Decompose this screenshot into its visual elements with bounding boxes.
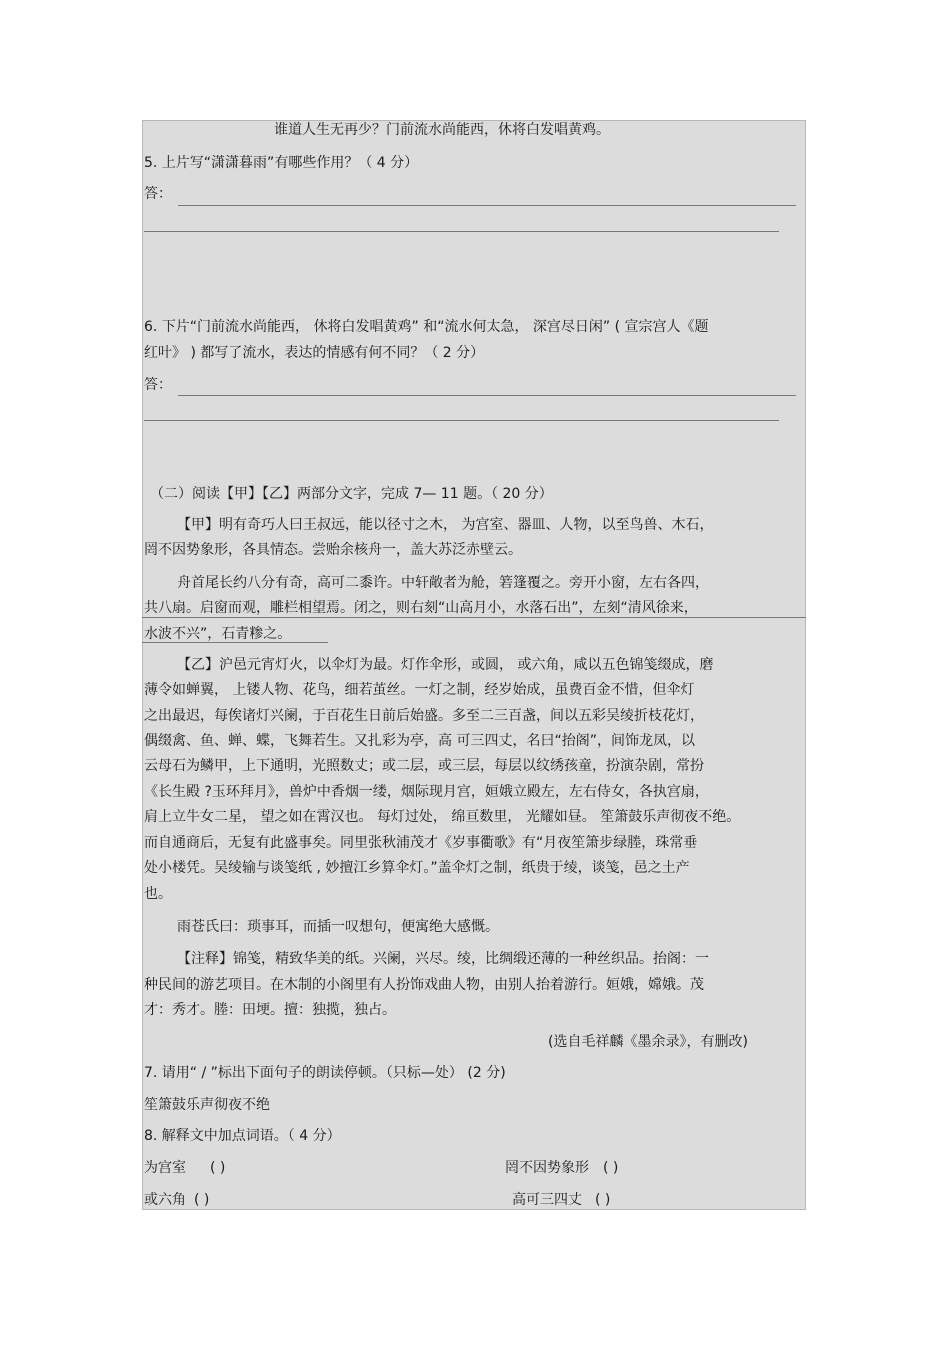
answer-line[interactable] <box>144 231 779 232</box>
underline <box>142 642 328 643</box>
jia-p2-line: 共八扇。启窗而观，雕栏相望焉。闭之，则右刻“山高月小，水落石出”，左刻“清风徐来， <box>144 600 698 616</box>
yi-line: 也。 <box>144 886 172 902</box>
yi-line: 云母石为鳞甲，上下通明，光照数丈；或二层，或三层，每层以纹绣孩童，扮演杂剧，常扮 <box>144 758 704 774</box>
yi-line: 偶缀禽、鱼、蝉、蝶，飞舞若生。又扎彩为亭，高 可三四丈，名曰“抬阁”，间饰龙凤，以 <box>144 733 695 749</box>
jia-p2-line: 舟首尾长约八分有奇，高可二黍许。中轩敞者为舱，箬篷覆之。旁开小窗，左右各四， <box>177 575 709 591</box>
question-5: 5. 上片写“潇潇暮雨”有哪些作用？（ 4 分） <box>144 155 419 171</box>
yi-line: 处小楼凭。吴绫输与谈笺纸 , 妙擅江乡算伞灯。”盖伞灯之制，纸贵于绫，谈笺，邑之土产 <box>144 860 690 876</box>
jia-p1-line: 【甲】明有奇巧人曰王叔远，能以径寸之木， 为宫室、器皿、人物，以至鸟兽、木石， <box>177 517 714 533</box>
section-heading: （二）阅读【甲】【乙】两部分文字，完成 7— 11 题。（ 20 分） <box>150 486 553 502</box>
notes-line: 【注释】锦笺，精致华美的纸。兴阑，兴尽。绫，比绸缎还薄的一种丝织品。抬阁：一 <box>177 951 709 967</box>
poem-last-line: 谁道人生无再少？门前流水尚能西，休将白发唱黄鸡。 <box>274 122 610 138</box>
q8-blank[interactable]: ( ) <box>603 1160 619 1176</box>
yi-line: 而自通商后，无复有此盛事矣。同里张秋浦茂才《岁事衢歌》有“月夜笙箫步绿塍，珠常垂 <box>144 835 698 851</box>
jia-p1-line: 罔不因势象形，各具情态。尝贻余核舟一，盖大苏泛赤壁云。 <box>144 542 522 558</box>
question-7-sentence: 笙箫鼓乐声彻夜不绝 <box>144 1097 270 1113</box>
yi-line: 肩上立牛女二星， 望之如在霄汉也。 每灯过处， 绵亘数里， 光耀如昼。 笙箫鼓乐声彻夜不绝。 <box>144 809 741 825</box>
answer-line[interactable] <box>178 395 796 396</box>
notes-line: 种民间的游艺项目。在木制的小阁里有人扮饰戏曲人物，由别人抬着游行。姮娥，嫦娥。茂 <box>144 977 704 993</box>
q8-blank[interactable]: ( ) <box>194 1192 210 1208</box>
answer-line[interactable] <box>144 420 779 421</box>
answer-line[interactable] <box>178 205 796 206</box>
question-6-line2: 红叶》 ) 都写了流水，表达的情感有何不同？（ 2 分） <box>144 345 485 361</box>
jia-p2-line: 水波不兴”，石青糁之。 <box>144 626 292 642</box>
source-citation: (选自毛祥麟《墨余录》，有删改) <box>548 1034 748 1050</box>
notes-line: 才：秀才。塍：田埂。擅：独揽，独占。 <box>144 1002 396 1018</box>
q8-term: 为宫室 <box>144 1160 186 1176</box>
q8-term: 高可三四丈 <box>512 1192 582 1208</box>
commentary: 雨苍氏曰：琐事耳，而插一叹想句，便寓绝大感慨。 <box>177 919 499 935</box>
q8-blank[interactable]: ( ) <box>210 1160 226 1176</box>
q8-blank[interactable]: ( ) <box>595 1192 611 1208</box>
divider-line <box>142 617 806 618</box>
yi-line: 《长生殿 ?玉环拜月》，兽炉中香烟一缕，烟际现月宫，姮娥立殿左，左右侍女，各执宫扇， <box>144 784 709 800</box>
question-8: 8. 解释文中加点词语。（ 4 分） <box>144 1128 341 1144</box>
yi-line: 薄令如蝉翼， 上镂人物、花鸟，细若茧丝。一灯之制，经岁始成，虽费百金不惜，但伞灯 <box>144 682 695 698</box>
question-6-line1: 6. 下片“门前流水尚能西， 休将白发唱黄鸡” 和“流水何太急， 深宫尽日闲” ( 宣宗宫人《题 <box>144 319 709 335</box>
q8-term: 或六角 <box>144 1192 186 1208</box>
yi-line: 之出最迟，每俟诸灯兴阑，于百花生日前后始盛。多至二三百盏，间以五彩吴绫折枝花灯， <box>144 708 704 724</box>
question-7: 7. 请用“ / ”标出下面句子的朗读停顿。（只标—处） (2 分) <box>144 1065 506 1081</box>
q8-term: 罔不因势象形 <box>505 1160 589 1176</box>
answer-label-6: 答： <box>144 377 172 393</box>
yi-line: 【乙】沪邑元宵灯火，以伞灯为最。灯作伞形，或圆， 或六角，咸以五色锦笺缀成，磨 <box>177 657 714 673</box>
answer-label-5: 答： <box>144 186 172 202</box>
